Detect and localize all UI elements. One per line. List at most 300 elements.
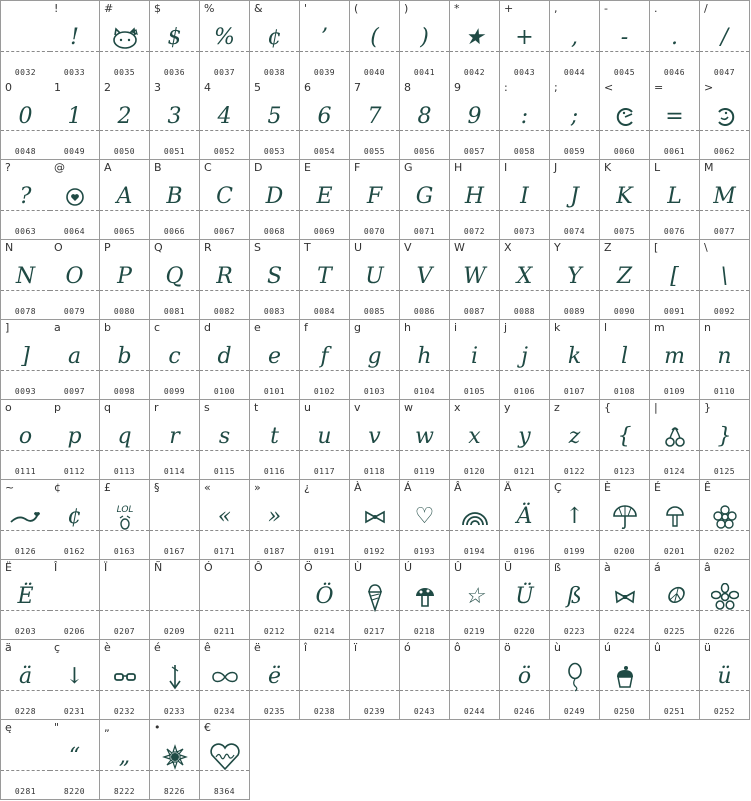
glyph-cell xyxy=(200,240,250,320)
glyph-preview: Ü xyxy=(515,584,534,609)
glyph-preview: B xyxy=(166,184,183,209)
glyph-preview xyxy=(400,660,449,694)
cell-code-label: 0051 xyxy=(163,147,186,156)
cell-character-label: ¿ xyxy=(304,481,310,494)
glyph-cell xyxy=(50,80,100,160)
cell-character-label: ~ xyxy=(5,481,15,494)
glyph-preview: ↑ xyxy=(565,504,584,529)
cell-code-label: 0092 xyxy=(713,307,736,316)
cell-character-label: Q xyxy=(154,241,163,254)
glyph-cell xyxy=(600,640,650,720)
glyph-cell xyxy=(0,640,51,720)
glyph-preview: E xyxy=(316,184,333,209)
cell-code-label: 0192 xyxy=(363,547,386,556)
cell-character-label: 8 xyxy=(404,81,411,94)
glyph-cell xyxy=(450,80,500,160)
glyph-cell xyxy=(250,400,300,480)
glyph-preview: y xyxy=(518,424,531,449)
cell-character-label: Ö xyxy=(304,561,313,574)
glyph-preview xyxy=(300,660,349,694)
glyph-preview: n xyxy=(717,344,732,369)
glyph-cell xyxy=(150,240,200,320)
cell-code-label: 0076 xyxy=(663,227,686,236)
glyph-cell xyxy=(0,240,51,320)
glyph-preview: $ xyxy=(167,25,182,50)
cell-character-label: á xyxy=(654,561,661,574)
cell-character-label: € xyxy=(204,721,211,734)
glyph-preview: I xyxy=(520,184,529,209)
cell-code-label: 0098 xyxy=(113,387,136,396)
cell-character-label: X xyxy=(504,241,512,254)
glyph-cell xyxy=(500,0,550,81)
glyph-cell xyxy=(550,240,600,320)
cell-code-label: 0162 xyxy=(63,547,86,556)
glyph-cell xyxy=(50,320,100,400)
glyph-cell xyxy=(400,80,450,160)
glyph-cell xyxy=(50,160,100,240)
cell-code-label: 0206 xyxy=(63,627,86,636)
glyph-cell xyxy=(250,320,300,400)
cell-character-label: e xyxy=(254,321,261,334)
glyph-cell xyxy=(400,400,450,480)
cell-code-label: 8220 xyxy=(63,787,86,796)
glyph-preview: v xyxy=(368,424,381,449)
cell-character-label: À xyxy=(354,481,362,494)
glyph-cell xyxy=(450,320,500,400)
cell-character-label: 5 xyxy=(254,81,261,94)
glyph-preview: ß xyxy=(567,584,582,609)
heart-at-icon xyxy=(50,180,99,214)
cell-code-label: 0067 xyxy=(213,227,236,236)
cell-character-label: r xyxy=(154,401,159,414)
glyph-preview xyxy=(100,580,149,614)
glyph-preview: ) xyxy=(420,25,429,50)
cell-code-label: 0083 xyxy=(263,307,286,316)
cupcake-icon xyxy=(600,660,649,694)
cell-code-label: 0087 xyxy=(463,307,486,316)
cell-character-label: Ñ xyxy=(154,561,163,574)
glyph-cell xyxy=(700,240,750,320)
cell-code-label: 0089 xyxy=(563,307,586,316)
glyph-preview: Z xyxy=(616,264,633,289)
glyph-cell xyxy=(350,560,400,640)
cell-code-label: 0202 xyxy=(713,547,736,556)
cell-character-label: F xyxy=(354,161,361,174)
glyph-preview: , xyxy=(571,25,578,50)
glyph-cell xyxy=(250,160,300,240)
flower-icon xyxy=(700,500,749,534)
glyph-cell xyxy=(650,400,700,480)
glyph-preview: Q xyxy=(165,264,184,289)
glyph-cell xyxy=(400,480,450,560)
cell-character-label: C xyxy=(204,161,212,174)
cell-code-label: 0110 xyxy=(713,387,736,396)
cell-character-label: . xyxy=(654,2,658,15)
glyph-cell xyxy=(600,480,650,560)
glyph-preview xyxy=(1,21,50,55)
pacman-face-icon xyxy=(600,100,649,134)
cell-character-label: Ô xyxy=(254,561,263,574)
glyph-preview: ä xyxy=(18,664,33,689)
cell-code-label: 0107 xyxy=(563,387,586,396)
cell-character-label: L xyxy=(654,161,661,174)
glyph-preview xyxy=(300,500,349,534)
glyph-cell xyxy=(550,160,600,240)
glyph-cell xyxy=(200,160,250,240)
glyph-cell xyxy=(650,480,700,560)
cell-code-label: 0207 xyxy=(113,627,136,636)
glyph-cell xyxy=(450,640,500,720)
glyph-preview: = xyxy=(665,104,684,129)
glyph-cell xyxy=(50,560,100,640)
glyph-cell xyxy=(200,480,250,560)
glyph-preview: : xyxy=(520,104,529,129)
glyph-preview: k xyxy=(567,344,582,369)
glyph-preview: X xyxy=(516,264,533,289)
cell-character-label: " xyxy=(54,721,60,734)
glyph-preview xyxy=(350,660,399,694)
cell-character-label: o xyxy=(5,401,12,414)
glyph-cell xyxy=(150,0,200,81)
cell-code-label: 0225 xyxy=(663,627,686,636)
cell-code-label: 0077 xyxy=(713,227,736,236)
glyph-cell xyxy=(200,320,250,400)
glyph-cell xyxy=(350,400,400,480)
cell-character-label: | xyxy=(654,401,658,414)
cell-character-label: { xyxy=(604,401,611,414)
cell-character-label: Ï xyxy=(104,561,108,574)
cell-character-label: d xyxy=(204,321,211,334)
glyph-cell xyxy=(350,480,400,560)
glyph-preview: R xyxy=(216,264,233,289)
glyph-cell xyxy=(650,320,700,400)
cell-code-label: 0231 xyxy=(63,707,86,716)
cell-character-label: ï xyxy=(354,641,358,654)
glyph-preview: % xyxy=(214,25,235,50)
glyph-preview: 8 xyxy=(417,104,432,129)
glyph-cell xyxy=(300,0,350,81)
glyph-cell xyxy=(50,480,100,560)
cell-code-label: 0243 xyxy=(413,707,436,716)
cell-character-label: 0 xyxy=(5,81,12,94)
cell-code-label: 0220 xyxy=(513,627,536,636)
cell-character-label: D xyxy=(254,161,263,174)
cell-code-label: 0120 xyxy=(463,467,486,476)
glyph-preview: 9 xyxy=(467,104,482,129)
cell-code-label: 0217 xyxy=(363,627,386,636)
cell-code-label: 0249 xyxy=(563,707,586,716)
glyph-cell xyxy=(600,320,650,400)
glyph-cell xyxy=(300,240,350,320)
glyph-cell xyxy=(300,320,350,400)
cell-character-label: „ xyxy=(104,721,110,734)
glyph-preview: ’ xyxy=(321,25,328,50)
cell-character-label: ú xyxy=(604,641,611,654)
cell-code-label: 0054 xyxy=(313,147,336,156)
glyph-preview: J xyxy=(570,184,579,209)
glyph-preview: q xyxy=(117,424,132,449)
cell-character-label: • xyxy=(154,721,161,734)
cell-character-label: Ü xyxy=(504,561,513,574)
cell-code-label: 0097 xyxy=(63,387,86,396)
cell-character-label: J xyxy=(554,161,558,174)
cell-code-label: 0080 xyxy=(113,307,136,316)
glyph-preview: j xyxy=(521,344,528,369)
glyph-preview: [ xyxy=(670,264,679,289)
cell-character-label: S xyxy=(254,241,261,254)
cell-code-label: 0196 xyxy=(513,547,536,556)
cell-code-label: 0072 xyxy=(463,227,486,236)
cell-code-label: 0126 xyxy=(14,547,37,556)
glyph-preview: ♡ xyxy=(414,504,435,529)
glyph-cell xyxy=(100,720,150,800)
umbrella-icon xyxy=(600,500,649,534)
glyph-cell xyxy=(350,160,400,240)
glyph-cell xyxy=(300,160,350,240)
cell-code-label: 0036 xyxy=(163,68,186,77)
cell-code-label: 8364 xyxy=(213,787,236,796)
cell-code-label: 0069 xyxy=(313,227,336,236)
cell-character-label: B xyxy=(154,161,162,174)
glyph-preview xyxy=(150,500,199,534)
hello-kitty-icon xyxy=(100,21,149,55)
cell-character-label: \ xyxy=(704,241,708,254)
glyph-cell xyxy=(550,400,600,480)
cell-character-label: ) xyxy=(404,2,409,15)
glyph-preview: ! xyxy=(70,25,79,50)
glyph-cell xyxy=(650,640,700,720)
glyph-cell xyxy=(50,0,100,81)
arrow-down-stick-icon xyxy=(150,660,199,694)
cell-code-label: 0093 xyxy=(14,387,37,396)
cell-code-label: 0224 xyxy=(613,627,636,636)
glyph-preview: T xyxy=(317,264,332,289)
cell-code-label: 0209 xyxy=(163,627,186,636)
glyph-preview: u xyxy=(317,424,332,449)
glyph-cell xyxy=(0,320,51,400)
glyph-cell xyxy=(400,560,450,640)
cell-character-label: ê xyxy=(204,641,211,654)
glyph-cell xyxy=(600,560,650,640)
glyph-cell xyxy=(700,640,750,720)
cell-code-label: 0065 xyxy=(113,227,136,236)
cell-code-label: 0100 xyxy=(213,387,236,396)
glyph-cell xyxy=(100,480,150,560)
cell-character-label: ? xyxy=(5,161,11,174)
glyph-cell xyxy=(350,640,400,720)
cell-character-label: U xyxy=(354,241,363,254)
cell-code-label: 0088 xyxy=(513,307,536,316)
glyph-cell xyxy=(700,400,750,480)
cell-code-label: 0234 xyxy=(213,707,236,716)
cell-character-label: x xyxy=(454,401,461,414)
glyph-cell xyxy=(650,0,700,81)
glyph-cell xyxy=(150,320,200,400)
cell-character-label: : xyxy=(504,81,508,94)
glyph-cell xyxy=(0,400,51,480)
glyph-cell xyxy=(100,640,150,720)
cell-code-label: 0045 xyxy=(613,68,636,77)
glyph-cell xyxy=(450,480,500,560)
glyph-cell xyxy=(600,160,650,240)
glyph-cell xyxy=(700,560,750,640)
glyph-preview: 3 xyxy=(167,104,182,129)
glyph-cell xyxy=(650,560,700,640)
cell-character-label: ç xyxy=(54,641,61,654)
cell-character-label: ' xyxy=(304,2,308,15)
glyph-cell xyxy=(450,240,500,320)
glyph-cell xyxy=(400,0,450,81)
cell-character-label: « xyxy=(204,481,211,494)
glyph-cell xyxy=(700,160,750,240)
glyph-preview: i xyxy=(470,344,479,369)
glyph-cell xyxy=(100,240,150,320)
cell-character-label: » xyxy=(254,481,261,494)
glyph-cell xyxy=(150,480,200,560)
cell-character-label: ( xyxy=(354,2,359,15)
cell-code-label: 0048 xyxy=(14,147,37,156)
cell-code-label: 0214 xyxy=(313,627,336,636)
cell-character-label: Á xyxy=(404,481,412,494)
glyph-preview: 6 xyxy=(317,104,332,129)
glyph-cell xyxy=(350,80,400,160)
cell-character-label: c xyxy=(154,321,161,334)
cell-code-label: 0102 xyxy=(313,387,336,396)
glyph-cell xyxy=(650,240,700,320)
cell-code-label: 0085 xyxy=(363,307,386,316)
cell-code-label: 0211 xyxy=(213,627,236,636)
glyph-preview: w xyxy=(415,424,434,449)
glyph-preview: ★ xyxy=(464,25,485,50)
glyph-cell xyxy=(500,400,550,480)
cell-character-label: Û xyxy=(454,561,463,574)
glyph-preview: m xyxy=(664,344,685,369)
cell-character-label: N xyxy=(5,241,14,254)
cell-character-label: $ xyxy=(154,2,161,15)
cell-character-label: T xyxy=(304,241,311,254)
glyph-cell xyxy=(50,640,100,720)
glyph-cell xyxy=(650,80,700,160)
cell-character-label: Î xyxy=(54,561,58,574)
glyph-preview: ¢ xyxy=(67,504,82,529)
cell-character-label: [ xyxy=(654,241,659,254)
cell-character-label: k xyxy=(554,321,561,334)
cell-code-label: 0055 xyxy=(363,147,386,156)
cell-character-label: b xyxy=(104,321,111,334)
cell-character-label: ë xyxy=(254,641,261,654)
cell-character-label: v xyxy=(354,401,361,414)
cell-code-label: 0108 xyxy=(613,387,636,396)
cell-character-label: y xyxy=(504,401,511,414)
glyph-preview: A xyxy=(116,184,133,209)
cell-code-label: 0193 xyxy=(413,547,436,556)
cell-code-label: 0081 xyxy=(163,307,186,316)
glyph-preview: ☮ xyxy=(664,584,685,609)
glyph-cell xyxy=(100,160,150,240)
cell-code-label: 0071 xyxy=(413,227,436,236)
cell-code-label: 0053 xyxy=(263,147,286,156)
glyph-preview: d xyxy=(217,344,232,369)
spotted-mushroom-icon xyxy=(400,580,449,614)
lol-icon xyxy=(100,500,149,534)
cell-character-label: ! xyxy=(54,2,59,15)
glyph-preview: Ö xyxy=(315,584,334,609)
glyph-preview: c xyxy=(168,344,181,369)
glyph-cell xyxy=(300,80,350,160)
cell-code-label: 0066 xyxy=(163,227,186,236)
cell-code-label: 0281 xyxy=(14,787,37,796)
glyph-cell xyxy=(200,80,250,160)
glyph-preview: C xyxy=(216,184,233,209)
cell-code-label: 0103 xyxy=(363,387,386,396)
cell-character-label: @ xyxy=(54,161,65,174)
cell-code-label: 0079 xyxy=(63,307,86,316)
cell-code-label: 0042 xyxy=(463,68,486,77)
rainbow-icon xyxy=(450,500,499,534)
cell-code-label: 0038 xyxy=(263,68,286,77)
glyph-cell xyxy=(650,160,700,240)
glyph-preview: L xyxy=(667,184,682,209)
glyph-preview: { xyxy=(617,424,632,449)
glyph-cell xyxy=(550,640,600,720)
cell-code-label: 0244 xyxy=(463,707,486,716)
cell-code-label: 0113 xyxy=(113,467,136,476)
glyph-preview: 1 xyxy=(67,104,82,129)
cell-character-label: I xyxy=(504,161,508,174)
glyph-cell xyxy=(500,480,550,560)
glyph-cell xyxy=(200,0,250,81)
cell-character-label: a xyxy=(54,321,61,334)
cell-character-label: 4 xyxy=(204,81,211,94)
glyph-preview: 2 xyxy=(117,104,132,129)
cell-character-label: Ä xyxy=(504,481,512,494)
cell-code-label: 0123 xyxy=(613,467,636,476)
cell-code-label: 0059 xyxy=(563,147,586,156)
cell-character-label: u xyxy=(304,401,311,414)
cell-code-label: 0250 xyxy=(613,707,636,716)
glyph-preview: 0 xyxy=(18,104,33,129)
glyph-preview: ☆ xyxy=(464,584,485,609)
glyph-cell xyxy=(500,160,550,240)
cell-character-label: K xyxy=(604,161,612,174)
cell-code-label: 0050 xyxy=(113,147,136,156)
cell-code-label: 0194 xyxy=(463,547,486,556)
glyph-preview: o xyxy=(18,424,33,449)
glyph-preview: / xyxy=(720,25,729,50)
cell-code-label: 0043 xyxy=(513,68,536,77)
glyph-preview: » xyxy=(267,504,282,529)
cell-character-label: h xyxy=(404,321,411,334)
glyph-cell xyxy=(250,560,300,640)
cell-code-label: 0163 xyxy=(113,547,136,556)
cell-character-label: n xyxy=(704,321,711,334)
glyph-cell xyxy=(250,80,300,160)
glyph-cell xyxy=(150,720,200,800)
glyph-cell xyxy=(600,0,650,81)
glyph-cell xyxy=(0,480,51,560)
cell-code-label: 0049 xyxy=(63,147,86,156)
cell-character-label: i xyxy=(454,321,458,334)
cell-character-label: w xyxy=(404,401,413,414)
cell-code-label: 8226 xyxy=(163,787,186,796)
glyph-cell xyxy=(600,400,650,480)
cell-character-label: ä xyxy=(5,641,12,654)
cell-character-label: m xyxy=(654,321,665,334)
cell-character-label: < xyxy=(604,81,614,94)
cell-code-label: 0226 xyxy=(713,627,736,636)
glyph-cell xyxy=(150,400,200,480)
cell-code-label: 0109 xyxy=(663,387,686,396)
